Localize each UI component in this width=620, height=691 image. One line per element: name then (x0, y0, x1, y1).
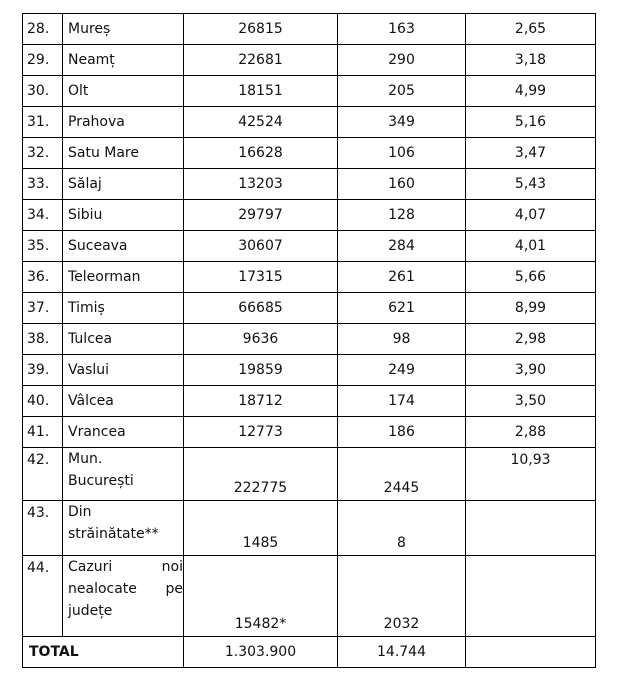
value-col-5: 5,66 (466, 262, 596, 293)
value-col-4: 98 (338, 324, 466, 355)
table-row (23, 355, 596, 386)
name-line: nealocate pe (68, 581, 183, 597)
value-col-4: 128 (338, 200, 466, 231)
value-col-5: 10,93 (466, 448, 596, 501)
row-number: 44. (23, 556, 63, 637)
table-row (23, 556, 596, 637)
name-line: Din (68, 504, 92, 520)
value-col-4: 174 (338, 386, 466, 417)
row-number: 42. (23, 448, 63, 501)
value-col-5: 8,99 (466, 293, 596, 324)
value-col-4: 163 (338, 14, 466, 45)
value-col-4: 284 (338, 231, 466, 262)
value-col-3: 9636 (184, 324, 338, 355)
row-number: 38. (23, 324, 63, 355)
value-col-3: 29797 (184, 200, 338, 231)
row-number: 36. (23, 262, 63, 293)
table-row (23, 501, 596, 556)
row-number: 34. (23, 200, 63, 231)
row-number: 40. (23, 386, 63, 417)
table-row (23, 448, 596, 501)
value-col-5: 2,98 (466, 324, 596, 355)
county-name: Vrancea (63, 417, 184, 448)
total-row (23, 637, 596, 668)
county-name: Satu Mare (63, 138, 184, 169)
value-col-5 (466, 501, 596, 556)
table-row (23, 231, 596, 262)
county-name: Sibiu (63, 200, 184, 231)
value-col-4: 2032 (338, 556, 466, 637)
value-col-3: 22681 (184, 45, 338, 76)
name-line: Mun. (68, 451, 103, 467)
row-number: 35. (23, 231, 63, 262)
county-name (63, 501, 184, 556)
value-col-5: 2,88 (466, 417, 596, 448)
value-col-5: 3,47 (466, 138, 596, 169)
value-col-4: 186 (338, 417, 466, 448)
value-col-4: 261 (338, 262, 466, 293)
name-line: Cazuri noi (68, 559, 183, 575)
county-name: Neamț (63, 45, 184, 76)
table-row (23, 45, 596, 76)
county-name: Tulcea (63, 324, 184, 355)
value-col-4: 106 (338, 138, 466, 169)
row-number: 31. (23, 107, 63, 138)
value-col-5: 3,18 (466, 45, 596, 76)
row-number: 43. (23, 501, 63, 556)
value-col-3: 18712 (184, 386, 338, 417)
value-col-4: 2445 (338, 448, 466, 501)
total-col-4: 14.744 (338, 637, 466, 668)
row-number: 28. (23, 14, 63, 45)
county-cases-table (22, 13, 596, 668)
value-col-3: 42524 (184, 107, 338, 138)
row-number: 30. (23, 76, 63, 107)
value-col-3: 19859 (184, 355, 338, 386)
county-name: Prahova (63, 107, 184, 138)
value-col-4: 290 (338, 45, 466, 76)
table-row (23, 107, 596, 138)
table-row (23, 324, 596, 355)
table-row (23, 169, 596, 200)
value-col-3: 12773 (184, 417, 338, 448)
value-col-5: 4,07 (466, 200, 596, 231)
value-col-3: 18151 (184, 76, 338, 107)
total-col-3: 1.303.900 (184, 637, 338, 668)
county-name: Vaslui (63, 355, 184, 386)
table-row (23, 14, 596, 45)
value-col-4: 621 (338, 293, 466, 324)
county-name (63, 556, 184, 637)
value-col-4: 160 (338, 169, 466, 200)
value-col-3: 222775 (184, 448, 338, 501)
value-col-5: 5,16 (466, 107, 596, 138)
value-col-4: 205 (338, 76, 466, 107)
table-row (23, 76, 596, 107)
value-col-5: 4,99 (466, 76, 596, 107)
total-col-5 (466, 637, 596, 668)
county-name: Timiș (63, 293, 184, 324)
county-name: Vâlcea (63, 386, 184, 417)
value-col-3: 16628 (184, 138, 338, 169)
value-col-5: 3,50 (466, 386, 596, 417)
table-row (23, 200, 596, 231)
name-line: București (68, 473, 134, 489)
value-col-3: 13203 (184, 169, 338, 200)
name-line: județe (68, 603, 113, 619)
value-col-5 (466, 556, 596, 637)
value-col-3: 26815 (184, 14, 338, 45)
value-col-4: 8 (338, 501, 466, 556)
value-col-3: 30607 (184, 231, 338, 262)
value-col-3: 17315 (184, 262, 338, 293)
county-name: Mureș (63, 14, 184, 45)
table-row (23, 262, 596, 293)
row-number: 37. (23, 293, 63, 324)
row-number: 33. (23, 169, 63, 200)
value-col-5: 4,01 (466, 231, 596, 262)
value-col-5: 3,90 (466, 355, 596, 386)
row-number: 29. (23, 45, 63, 76)
row-number: 41. (23, 417, 63, 448)
name-line: străinătate** (68, 526, 159, 542)
value-col-3: 1485 (184, 501, 338, 556)
county-name: Olt (63, 76, 184, 107)
value-col-4: 349 (338, 107, 466, 138)
county-name: Sălaj (63, 169, 184, 200)
county-name: Teleorman (63, 262, 184, 293)
table-row (23, 386, 596, 417)
row-number: 32. (23, 138, 63, 169)
table-row (23, 138, 596, 169)
value-col-3: 15482* (184, 556, 338, 637)
table-row (23, 293, 596, 324)
value-col-3: 66685 (184, 293, 338, 324)
row-number: 39. (23, 355, 63, 386)
table-row (23, 417, 596, 448)
total-label: TOTAL (23, 637, 184, 668)
value-col-5: 2,65 (466, 14, 596, 45)
value-col-5: 5,43 (466, 169, 596, 200)
value-col-4: 249 (338, 355, 466, 386)
county-name: Suceava (63, 231, 184, 262)
county-name (63, 448, 184, 501)
